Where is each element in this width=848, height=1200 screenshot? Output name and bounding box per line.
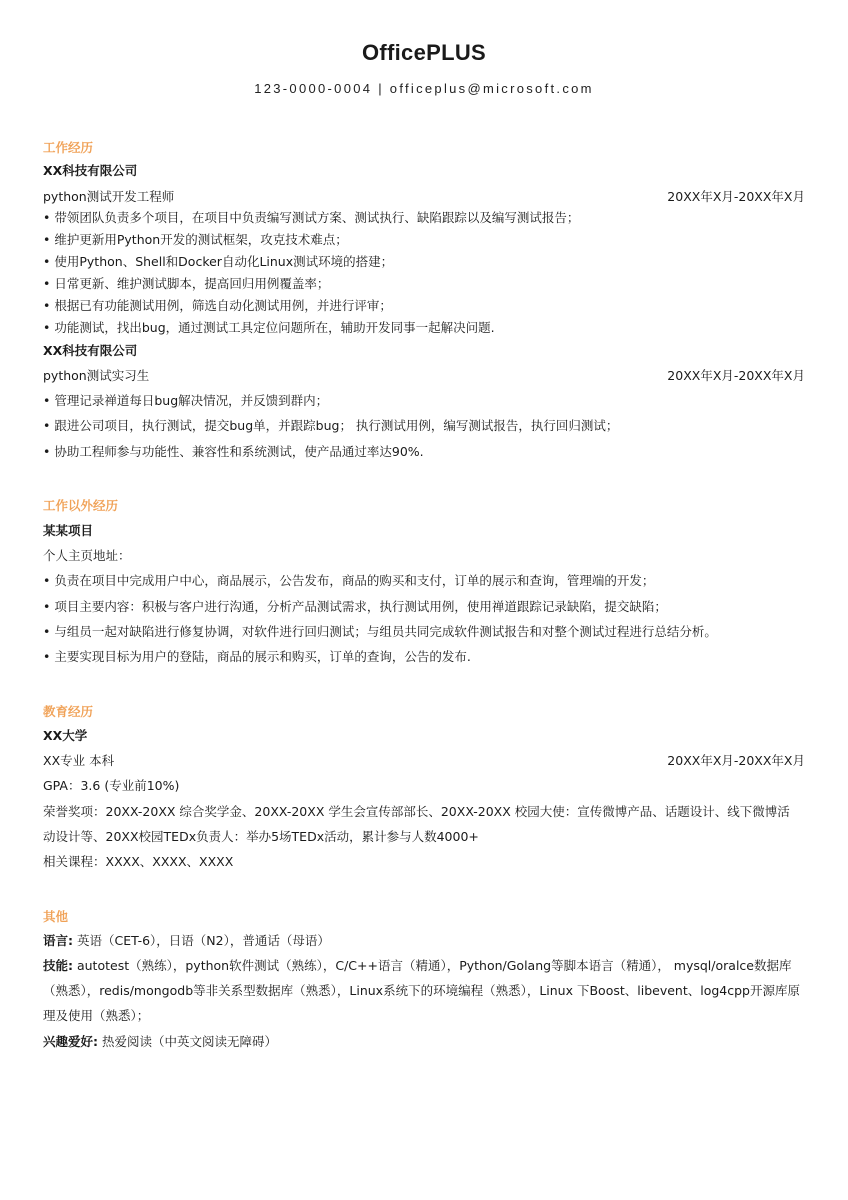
project-bullet: • 负责在项目中完成用户中心，商品展示，公告发布，商品的购买和支付，订单的展示和查询，管理端的开发； — [43, 571, 805, 591]
company-name: XX科技有限公司 — [43, 343, 138, 358]
honors-line: 动设计等、20XX校园TEDx负责人：举办5场TEDx活动，累计参与人数4000+ — [43, 829, 479, 844]
contact-info: 123-0000-0004 | officeplus@microsoft.com — [254, 81, 594, 96]
job-date: 20XX年X月-20XX年X月 — [667, 368, 805, 383]
project-bullet: • 项目主要内容：积极与客户进行沟通，分析产品测试需求，执行测试用例，使用禅道跟踪记录缺陷，提交缺陷； — [43, 597, 805, 617]
resume-name: OfficePLUS — [361, 40, 487, 65]
job-bullet: • 功能测试，找出bug，通过测试工具定位问题所在，辅助开发同事一起解决问题. — [43, 318, 805, 338]
courses: 相关课程：XXXX、XXXX、XXXX — [43, 854, 234, 869]
major: XX专业 本科 — [43, 753, 115, 768]
section-title-work: 工作经历 — [43, 140, 94, 155]
company-name: XX科技有限公司 — [43, 163, 138, 178]
project-bullet: • 主要实现目标为用户的登陆，商品的展示和购买，订单的查询，公告的发布. — [43, 647, 805, 667]
section-title-extra: 工作以外经历 — [43, 498, 119, 513]
job-bullet: • 维护更新用Python开发的测试框架，攻克技术难点； — [43, 230, 805, 250]
job-bullet: • 使用Python、Shell和Docker自动化Linux测试环境的搭建； — [43, 252, 805, 272]
section-title-education: 教育经历 — [43, 704, 94, 719]
job-bullet: • 管理记录禅道每日bug解决情况，并反馈到群内； — [43, 391, 805, 411]
honors-line: 荣誉奖项：20XX-20XX 综合奖学金、20XX-20XX 学生会宣传部部长、20XX-20XX 校园大使：宣传微博产品、话题设计、线下微博活 — [43, 804, 790, 819]
job-row — [43, 187, 805, 207]
education-row — [43, 751, 805, 771]
project-bullet: • 与组员一起对缺陷进行修复协调，对软件进行回归测试；与组员共同完成软件测试报告和对整个测试过程进行总结分析。 — [43, 622, 805, 642]
skills-label: 技能: — [43, 958, 73, 973]
language-line — [43, 931, 805, 951]
language-value: 英语（CET-6），日语（N2），普通话（母语） — [73, 933, 330, 948]
job-role: python测试开发工程师 — [43, 189, 175, 204]
education-date: 20XX年X月-20XX年X月 — [667, 753, 805, 768]
job-bullet: • 日常更新、维护测试脚本，提高回归用例覆盖率； — [43, 274, 805, 294]
hobby-value: 热爱阅读（中英文阅读无障碍） — [98, 1034, 277, 1049]
skills-value: autotest（熟练），python软件测试（熟练），C/C++语言（精通），Python/Golang等脚本语言（精通）， mysql/oralce数据库（熟悉），redis/mongodb等非关系型数据库（熟悉），Linux系统下的环境编程（熟悉），Linux 下Boost、libevent、log4cpp开源库原理及使用（熟悉）； — [43, 958, 800, 1023]
language-label: 语言: — [43, 933, 73, 948]
job-bullet: • 根据已有功能测试用例，筛选自动化测试用例，并进行评审； — [43, 296, 805, 316]
job-bullet: • 跟进公司项目，执行测试，提交bug单，并跟踪bug； 执行测试用例，编写测试报告，执行回归测试； — [43, 416, 805, 436]
gpa: GPA：3.6 (专业前10%) — [43, 778, 180, 793]
homepage-label: 个人主页地址： — [43, 548, 131, 563]
job-bullet: • 协助工程师参与功能性、兼容性和系统测试，使产品通过率达90%. — [43, 442, 805, 462]
school-name: XX大学 — [43, 728, 88, 743]
job-bullet: • 带领团队负责多个项目，在项目中负责编写测试方案、测试执行、缺陷跟踪以及编写测试报告； — [43, 208, 805, 228]
skills-paragraph — [43, 953, 805, 1028]
project-name: 某某项目 — [43, 523, 94, 538]
hobby-label: 兴趣爱好: — [43, 1034, 98, 1049]
job-date: 20XX年X月-20XX年X月 — [667, 189, 805, 204]
job-role: python测试实习生 — [43, 368, 150, 383]
hobby-line — [43, 1032, 805, 1052]
job-row — [43, 366, 805, 386]
section-title-other: 其他 — [43, 909, 69, 924]
